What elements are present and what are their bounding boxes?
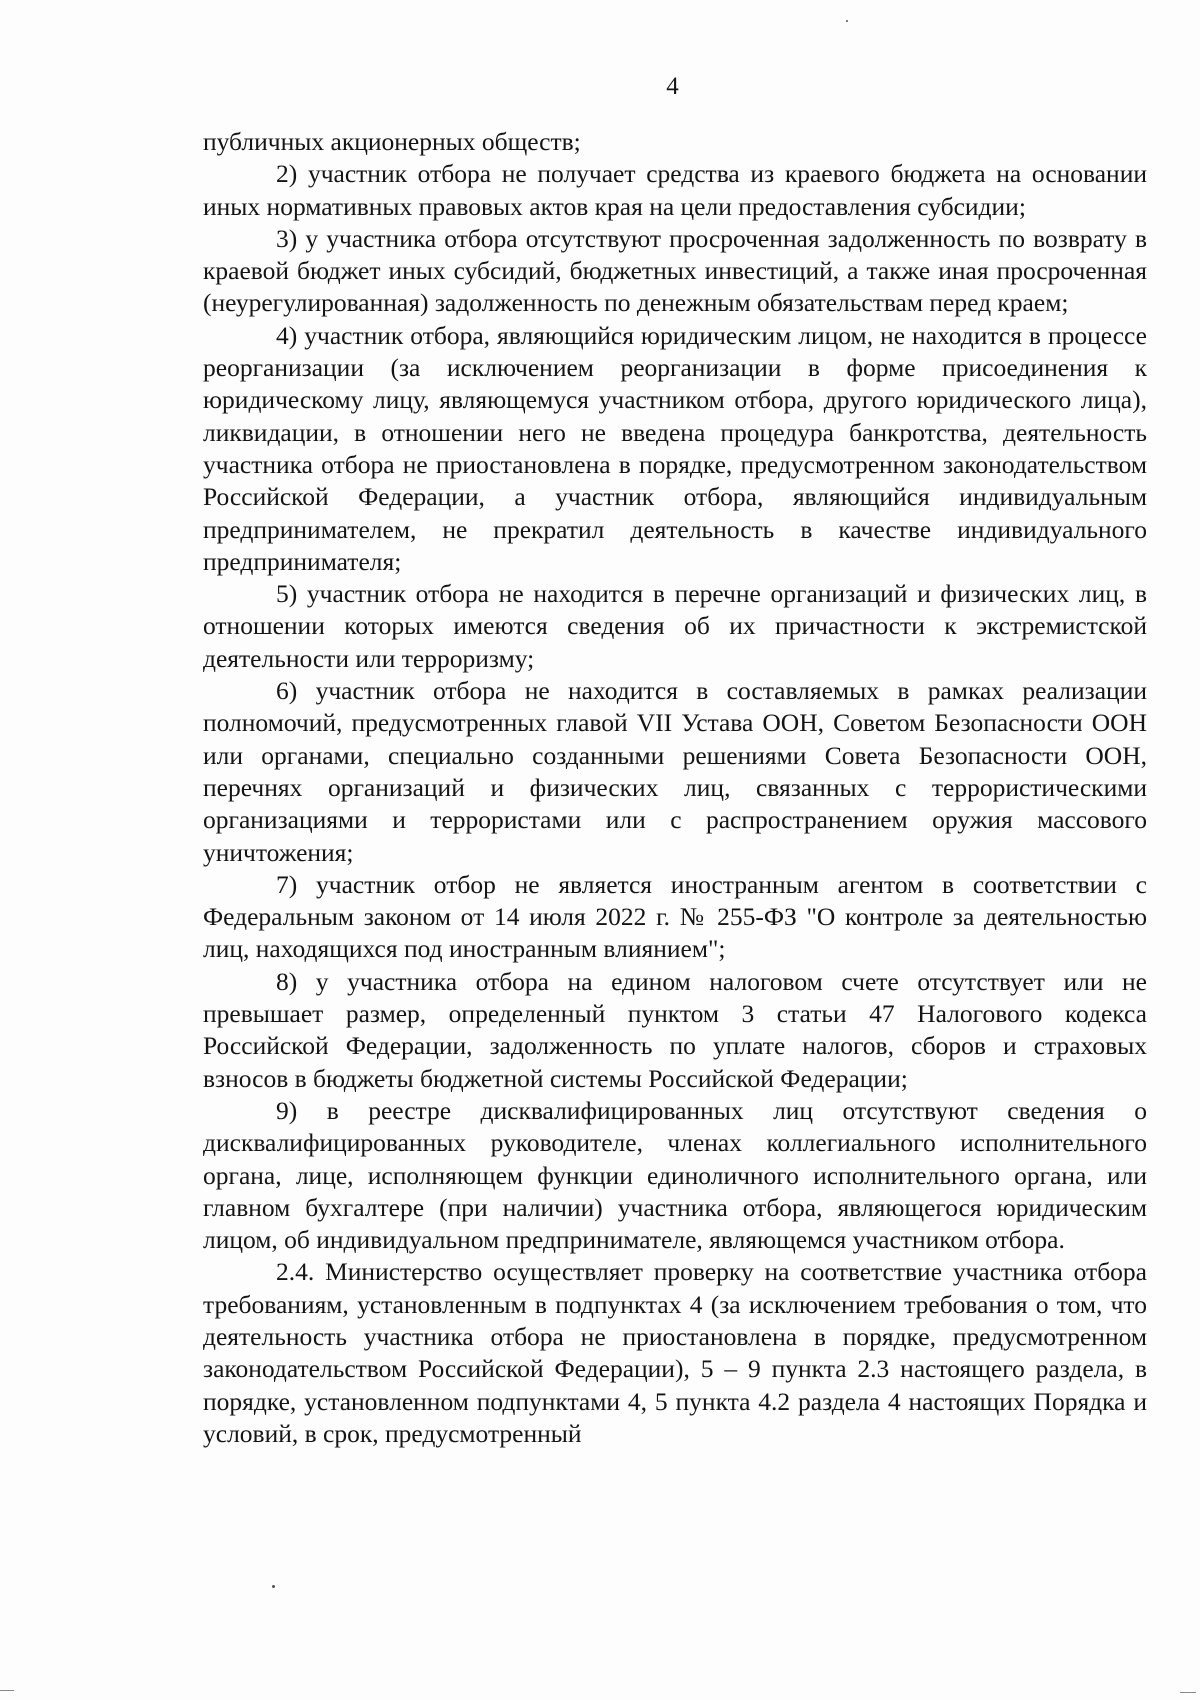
paragraph-item-6: 6) участник отбора не находится в составляемых в рамках реализации полномочий, предусмотренных главой VII Устава ООН, Советом Безопасности ООН или органами, специально созданными решениями Совета Безопасности ООН, перечнях организаций и физических лиц, связанных с террористическими организациями и террористами или с распространением оружия массового уничтожения; bbox=[203, 676, 1147, 867]
document-body bbox=[203, 126, 1147, 1450]
paragraph-item-4: 4) участник отбора, являющийся юридическим лицом, не находится в процессе реорганизации (за исключением реорганизации в форме присоединения к юридическому лицу, являющемуся участником отбора, другого юридического лица), ликвидации, в отношении него не введена процедура банкротства, деятельность участника отбора не приостановлена в порядке, предусмотренном законодательством Российской Федерации, а участник отбора, являющийся индивидуальным предпринимателем, не прекратил деятельность в качестве индивидуального предпринимателя; bbox=[203, 320, 1147, 576]
paragraph-item-2: 2) участник отбора не получает средства из краевого бюджета на основании иных нормативных правовых актов края на цели предоставления субсидии; bbox=[203, 159, 1147, 221]
page-number: 4 bbox=[666, 73, 679, 100]
scan-artifact-mark bbox=[0, 1690, 14, 1691]
scan-artifact-dot bbox=[846, 20, 848, 22]
scan-artifact-dot bbox=[272, 1585, 275, 1588]
paragraph-continuation: публичных акционерных обществ; bbox=[203, 127, 581, 156]
paragraph-item-5: 5) участник отбора не находится в перечне организаций и физических лиц, в отношении которых имеются сведения об их причастности к экстремистской деятельности или терроризму; bbox=[203, 579, 1147, 673]
paragraph-item-3: 3) у участника отбора отсутствуют просроченная задолженность по возврату в краевой бюджет иных субсидий, бюджетных инвестиций, а также иная просроченная (неурегулированная) задолженность по денежным обязательствам перед краем; bbox=[203, 223, 1147, 318]
scan-artifact-mark bbox=[1180, 1692, 1196, 1693]
paragraph-section-2-4: 2.4. Министерство осуществляет проверку на соответствие участника отбора требованиям, установленным в подпунктах 4 (за исключением требования о том, что деятельность участника отбора не приостановлена в порядке, предусмотренном законодательством Российской Федерации), 5 – 9 пункта 2.3 настоящего раздела, в порядке, установленном подпунктами 4, 5 пункта 4.2 раздела 4 настоящих Порядка и условий, в срок, предусмотренный bbox=[203, 1257, 1147, 1448]
paragraph-item-8: 8) у участника отбора на едином налоговом счете отсутствует или не превышает размер, определенный пунктом 3 статьи 47 Налогового кодекса Российской Федерации, задолженность по уплате налогов, сборов и страховых взносов в бюджеты бюджетной системы Российской Федерации; bbox=[203, 966, 1147, 1093]
paragraph-item-9: 9) в реестре дисквалифицированных лиц отсутствуют сведения о дисквалифицированных руководителе, членах коллегиального исполнительного органа, лице, исполняющем функции единоличного исполнительного органа, или главном бухгалтере (при наличии) участника отбора, являющегося юридическим лицом, об индивидуальном предпринимателе, являющемся участником отбора. bbox=[203, 1095, 1147, 1255]
paragraph-item-7: 7) участник отбор не является иностранным агентом в соответствии с Федеральным законом от 14 июля 2022 г. № 255-ФЗ "О контроле за деятельностью лиц, находящихся под иностранным влиянием"; bbox=[203, 869, 1147, 964]
